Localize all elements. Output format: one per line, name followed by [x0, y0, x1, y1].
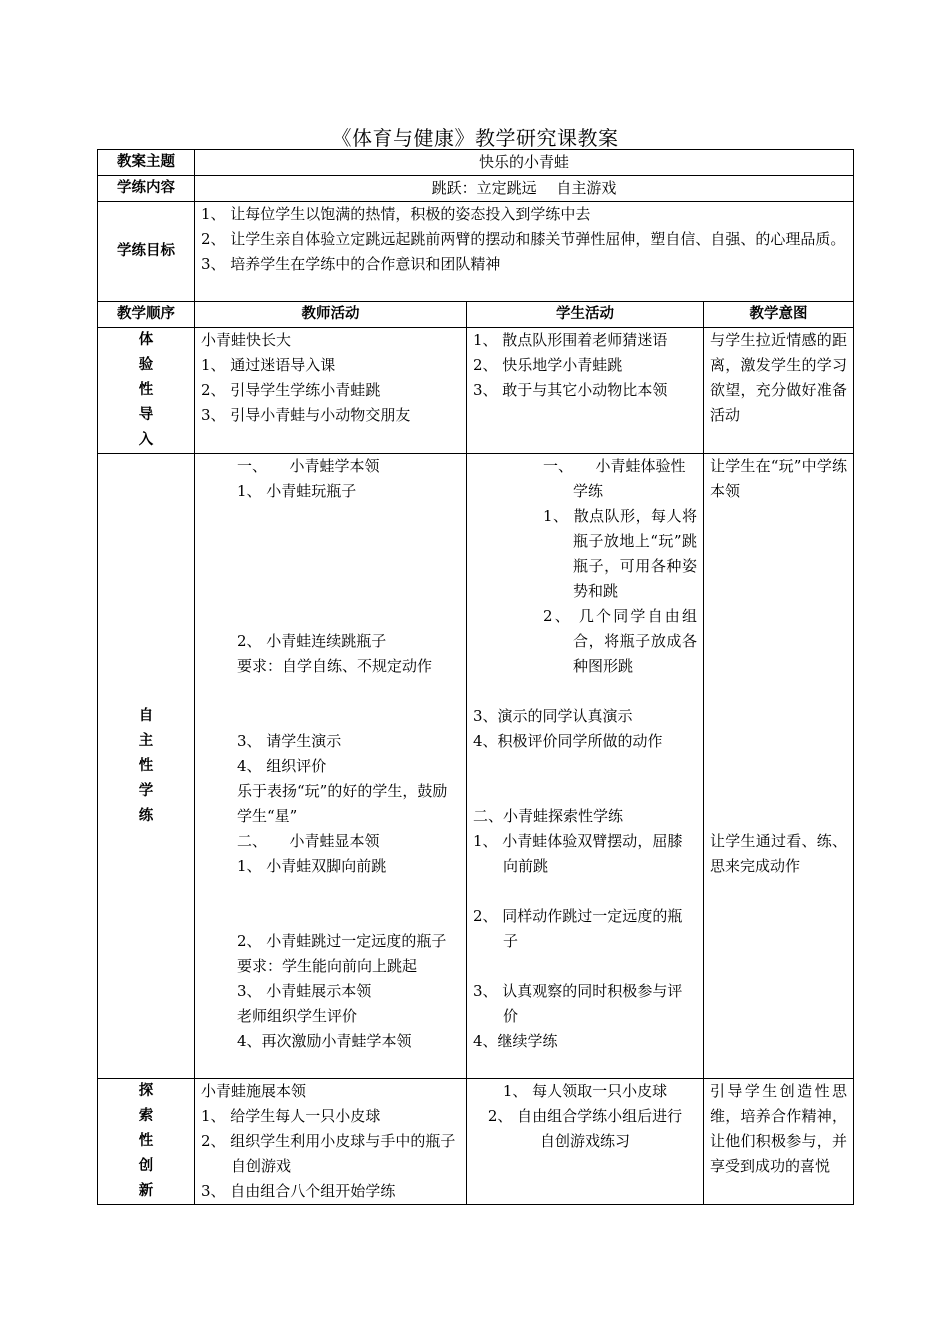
document-title: 《体育与健康》教学研究课教案	[331, 126, 619, 150]
goals-row	[98, 202, 854, 302]
header-teacher: 教师活动	[195, 302, 467, 328]
theme-row	[98, 150, 854, 176]
section-intro-student: 1、 散点队形围着老师猜迷语 2、 快乐地学小青蛙跳 3、 敢于与其它小动物比本领	[467, 328, 704, 454]
section-practice-student: 一、 小青蛙体验性学练 1、 散点队形，每人将瓶子放地上“玩”跳瓶子，可用各种姿势和跳 2、 几个同学自由组合，将瓶子放成各种图形跳 3、演示的同学认真演示 4、积极评价同学所做的动作 二、小青蛙探索性学练 1、 小青蛙体验双臂摆动，屈膝向前跳 2、 同样动作跳过一定远度的瓶子 3、 认真观察的同时积极参与评价 4、继续学练	[467, 454, 704, 1079]
section-intro-teacher: 小青蛙快长大 1、 通过迷语导入课 2、 引导学生学练小青蛙跳 3、 引导小青蛙与小动物交朋友	[195, 328, 467, 454]
content-label: 学练内容	[98, 176, 195, 202]
section-explore-label: 探 索 性 创 新	[98, 1079, 195, 1205]
section-explore-teacher: 小青蛙施展本领 1、 给学生每人一只小皮球 2、 组织学生利用小皮球与手中的瓶子自创游戏 3、 自由组合八个组开始学练	[195, 1079, 467, 1205]
content-value: 跳跃：立定跳远 自主游戏	[195, 176, 854, 202]
section-practice-label: 自 主 性 学 练	[98, 454, 195, 1079]
section-explore-student: 1、 每人领取一只小皮球 2、 自由组合学练小组后进行自创游戏练习	[467, 1079, 704, 1205]
section-intro-intent: 与学生拉近情感的距离，激发学生的学习欲望，充分做好准备活动	[704, 328, 854, 454]
header-order: 教学顺序	[98, 302, 195, 328]
header-intent: 教学意图	[704, 302, 854, 328]
goals-cell	[195, 202, 854, 302]
section-intro-label: 体 验 性 导 入	[98, 328, 195, 454]
section-explore-intent: 引导学生创造性思维，培养合作精神，让他们积极参与，并享受到成功的喜悦	[704, 1079, 854, 1205]
theme-label: 教案主题	[98, 150, 195, 176]
content-row	[98, 176, 854, 202]
goal-item: 1、 让每位学生以饱满的热情，积极的姿态投入到学练中去	[201, 205, 591, 223]
section-practice-row	[98, 454, 854, 1079]
header-student: 学生活动	[467, 302, 704, 328]
goal-item: 2、 让学生亲自体验立定跳远起跳前两臂的摆动和膝关节弹性屈伸，塑自信、自强、的心理品质。	[201, 230, 846, 248]
section-practice-intent: 让学生在“玩”中学练本领 让学生通过看、练、思来完成动作	[704, 454, 854, 1079]
section-practice-teacher: 一、 小青蛙学本领 1、 小青蛙玩瓶子 2、 小青蛙连续跳瓶子 要求：自学自练、不规定动作 3、 请学生演示 4、 组织评价 乐于表扬“玩”的好的学生，鼓励学生“星” 二、 小青蛙显本领 1、 小青蛙双脚向前跳 2、 小青蛙跳过一定远度的瓶子 要求：学生能向前向上跳起 3、 小青蛙展示本领 老师组织学生评价 4、再次激励小青蛙学本领	[195, 454, 467, 1079]
section-explore-row	[98, 1079, 854, 1205]
goals-label: 学练目标	[98, 202, 195, 302]
goal-item: 3、 培养学生在学练中的合作意识和团队精神	[201, 255, 501, 273]
section-intro-row	[98, 328, 854, 454]
lesson-plan-table	[97, 149, 854, 1205]
header-row	[98, 302, 854, 328]
theme-value: 快乐的小青蛙	[195, 150, 854, 176]
